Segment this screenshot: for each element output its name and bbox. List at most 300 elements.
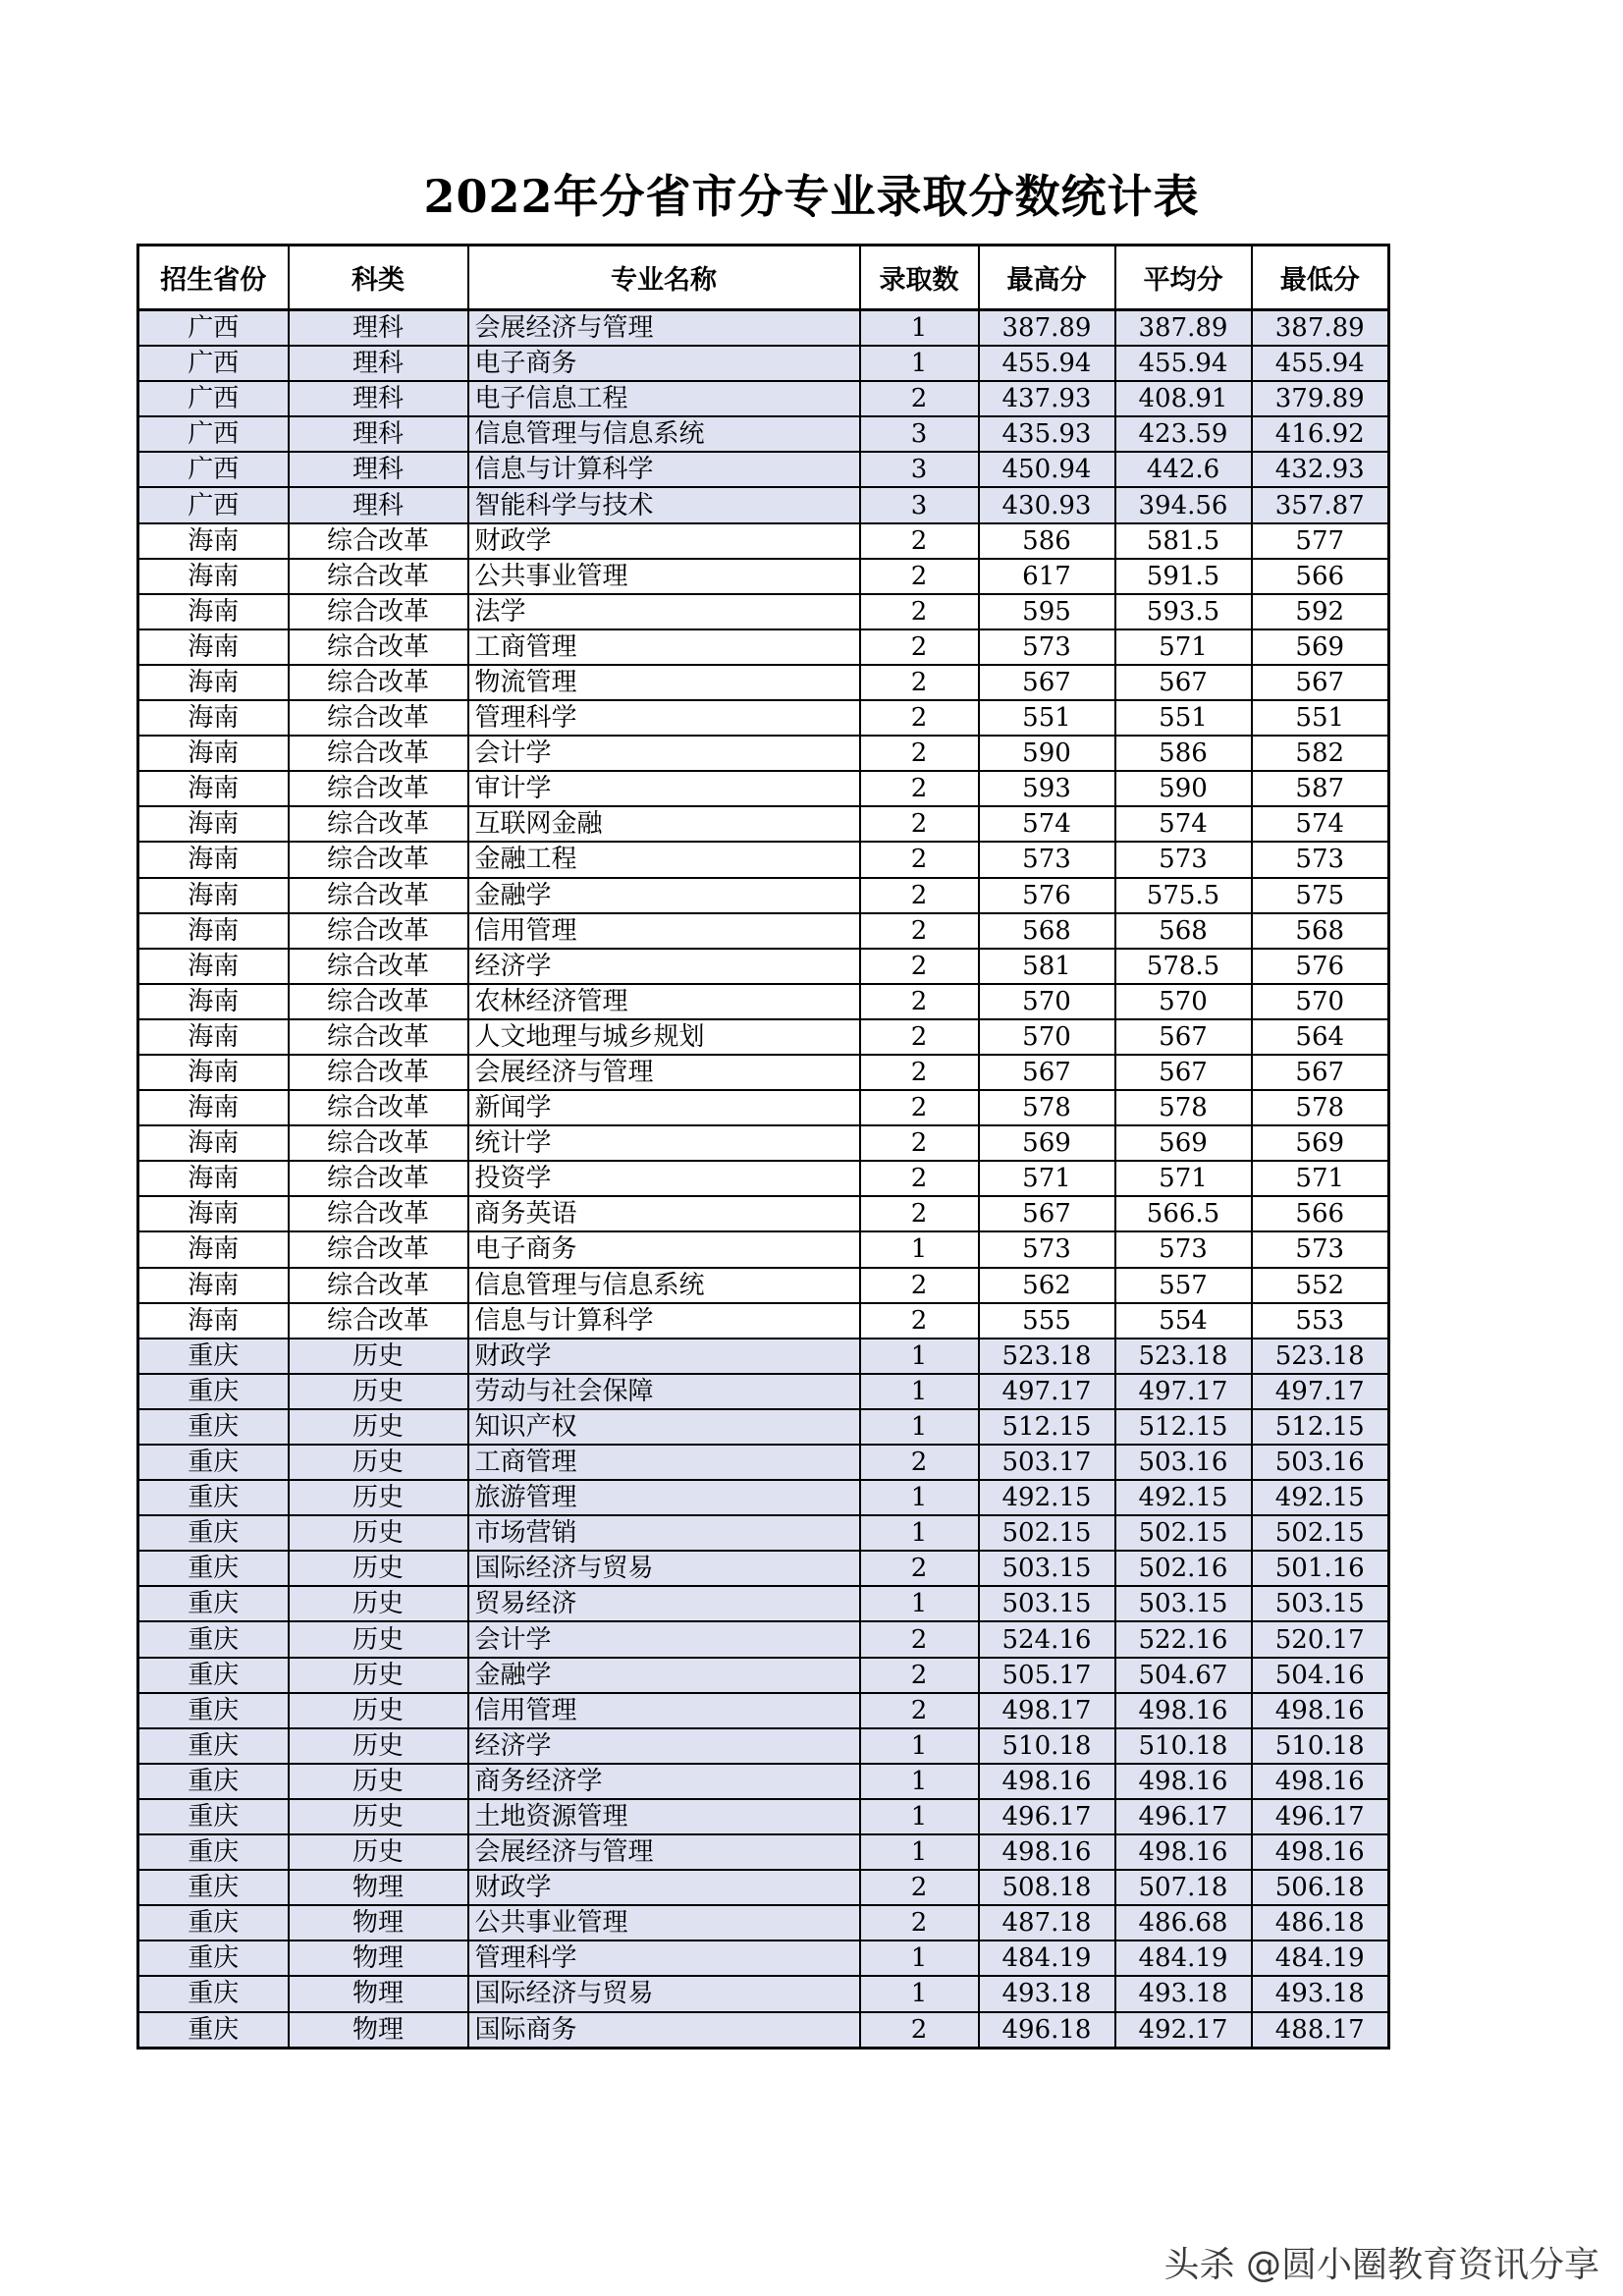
category-cell: 历史 [289, 1586, 468, 1621]
major-cell: 农林经济管理 [468, 984, 860, 1019]
table-row [138, 1870, 1389, 1905]
max-score-cell: 450.94 [979, 452, 1115, 487]
category-cell: 理科 [289, 487, 468, 522]
category-cell: 历史 [289, 1409, 468, 1445]
category-cell: 综合改革 [289, 1090, 468, 1125]
admitted-cell: 1 [860, 1976, 979, 2011]
min-score-cell: 578 [1252, 1090, 1389, 1125]
table-row [138, 913, 1389, 949]
table-row [138, 1268, 1389, 1303]
province-cell: 海南 [138, 949, 289, 984]
admitted-cell: 2 [860, 1445, 979, 1480]
major-cell: 金融学 [468, 1658, 860, 1693]
category-cell: 综合改革 [289, 1055, 468, 1090]
category-cell: 历史 [289, 1799, 468, 1834]
category-cell: 物理 [289, 2012, 468, 2049]
max-score-cell: 503.17 [979, 1445, 1115, 1480]
max-score-cell: 568 [979, 913, 1115, 949]
avg-score-cell: 551 [1115, 700, 1252, 736]
province-cell: 海南 [138, 736, 289, 771]
min-score-cell: 492.15 [1252, 1480, 1389, 1515]
category-cell: 理科 [289, 381, 468, 416]
admitted-cell: 3 [860, 487, 979, 522]
min-score-cell: 432.93 [1252, 452, 1389, 487]
province-cell: 广西 [138, 310, 289, 347]
admitted-cell: 2 [860, 2012, 979, 2049]
min-score-cell: 455.94 [1252, 346, 1389, 381]
min-score-cell: 573 [1252, 1231, 1389, 1267]
major-cell: 信用管理 [468, 1693, 860, 1728]
max-score-cell: 573 [979, 842, 1115, 877]
admitted-cell: 2 [860, 842, 979, 877]
province-cell: 海南 [138, 1231, 289, 1267]
max-score-cell: 498.16 [979, 1834, 1115, 1870]
admitted-cell: 1 [860, 1231, 979, 1267]
admitted-cell: 2 [860, 1268, 979, 1303]
min-score-cell: 379.89 [1252, 381, 1389, 416]
max-score-cell: 573 [979, 629, 1115, 665]
major-cell: 信息管理与信息系统 [468, 416, 860, 452]
major-cell: 信息与计算科学 [468, 1303, 860, 1339]
min-score-cell: 564 [1252, 1019, 1389, 1055]
admitted-cell: 2 [860, 771, 979, 806]
major-cell: 经济学 [468, 1728, 860, 1764]
table-row [138, 1764, 1389, 1799]
max-score-cell: 524.16 [979, 1621, 1115, 1657]
avg-score-cell: 590 [1115, 771, 1252, 806]
min-score-cell: 502.15 [1252, 1515, 1389, 1551]
major-cell: 工商管理 [468, 1445, 860, 1480]
major-cell: 土地资源管理 [468, 1799, 860, 1834]
header-admitted: 录取数 [860, 246, 979, 310]
major-cell: 统计学 [468, 1125, 860, 1161]
table-header-row [138, 246, 1389, 310]
max-score-cell: 567 [979, 1055, 1115, 1090]
min-score-cell: 571 [1252, 1161, 1389, 1196]
admitted-cell: 1 [860, 1339, 979, 1374]
max-score-cell: 512.15 [979, 1409, 1115, 1445]
major-cell: 信息管理与信息系统 [468, 1268, 860, 1303]
province-cell: 广西 [138, 381, 289, 416]
max-score-cell: 492.15 [979, 1480, 1115, 1515]
avg-score-cell: 492.15 [1115, 1480, 1252, 1515]
max-score-cell: 503.15 [979, 1586, 1115, 1621]
province-cell: 重庆 [138, 1976, 289, 2011]
max-score-cell: 502.15 [979, 1515, 1115, 1551]
max-score-cell: 573 [979, 1231, 1115, 1267]
max-score-cell: 523.18 [979, 1339, 1115, 1374]
avg-score-cell: 502.15 [1115, 1515, 1252, 1551]
avg-score-cell: 567 [1115, 1055, 1252, 1090]
province-cell: 海南 [138, 878, 289, 913]
province-cell: 海南 [138, 1055, 289, 1090]
category-cell: 历史 [289, 1764, 468, 1799]
province-cell: 重庆 [138, 2012, 289, 2049]
avg-score-cell: 486.68 [1115, 1905, 1252, 1941]
min-score-cell: 496.17 [1252, 1799, 1389, 1834]
avg-score-cell: 512.15 [1115, 1409, 1252, 1445]
table-row [138, 1586, 1389, 1621]
min-score-cell: 523.18 [1252, 1339, 1389, 1374]
admitted-cell: 1 [860, 1480, 979, 1515]
major-cell: 财政学 [468, 1870, 860, 1905]
min-score-cell: 416.92 [1252, 416, 1389, 452]
min-score-cell: 592 [1252, 594, 1389, 629]
category-cell: 历史 [289, 1728, 468, 1764]
max-score-cell: 487.18 [979, 1905, 1115, 1941]
table-row [138, 1090, 1389, 1125]
max-score-cell: 498.16 [979, 1764, 1115, 1799]
table-row [138, 842, 1389, 877]
max-score-cell: 571 [979, 1161, 1115, 1196]
max-score-cell: 595 [979, 594, 1115, 629]
avg-score-cell: 498.16 [1115, 1764, 1252, 1799]
province-cell: 海南 [138, 1196, 289, 1231]
category-cell: 综合改革 [289, 594, 468, 629]
min-score-cell: 506.18 [1252, 1870, 1389, 1905]
score-table [136, 244, 1390, 2050]
avg-score-cell: 484.19 [1115, 1941, 1252, 1976]
header-max-score: 最高分 [979, 246, 1115, 310]
table-row [138, 1055, 1389, 1090]
admitted-cell: 2 [860, 1090, 979, 1125]
table-row [138, 1339, 1389, 1374]
min-score-cell: 510.18 [1252, 1728, 1389, 1764]
major-cell: 物流管理 [468, 665, 860, 700]
min-score-cell: 553 [1252, 1303, 1389, 1339]
major-cell: 电子商务 [468, 346, 860, 381]
max-score-cell: 437.93 [979, 381, 1115, 416]
avg-score-cell: 574 [1115, 806, 1252, 842]
major-cell: 会展经济与管理 [468, 1055, 860, 1090]
table-row [138, 1551, 1389, 1586]
min-score-cell: 520.17 [1252, 1621, 1389, 1657]
province-cell: 重庆 [138, 1374, 289, 1409]
province-cell: 海南 [138, 629, 289, 665]
category-cell: 物理 [289, 1976, 468, 2011]
table-row [138, 806, 1389, 842]
province-cell: 重庆 [138, 1693, 289, 1728]
table-row [138, 1303, 1389, 1339]
min-score-cell: 501.16 [1252, 1551, 1389, 1586]
major-cell: 商务英语 [468, 1196, 860, 1231]
province-cell: 海南 [138, 806, 289, 842]
province-cell: 重庆 [138, 1905, 289, 1941]
avg-score-cell: 570 [1115, 984, 1252, 1019]
major-cell: 国际经济与贸易 [468, 1976, 860, 2011]
table-row [138, 1799, 1389, 1834]
major-cell: 商务经济学 [468, 1764, 860, 1799]
table-row [138, 1905, 1389, 1941]
table-row [138, 984, 1389, 1019]
avg-score-cell: 408.91 [1115, 381, 1252, 416]
category-cell: 综合改革 [289, 806, 468, 842]
table-row [138, 1231, 1389, 1267]
category-cell: 综合改革 [289, 700, 468, 736]
category-cell: 历史 [289, 1834, 468, 1870]
min-score-cell: 569 [1252, 1125, 1389, 1161]
major-cell: 财政学 [468, 1339, 860, 1374]
admitted-cell: 1 [860, 1941, 979, 1976]
max-score-cell: 593 [979, 771, 1115, 806]
max-score-cell: 570 [979, 1019, 1115, 1055]
avg-score-cell: 502.16 [1115, 1551, 1252, 1586]
table-row [138, 771, 1389, 806]
avg-score-cell: 568 [1115, 913, 1252, 949]
category-cell: 历史 [289, 1374, 468, 1409]
category-cell: 综合改革 [289, 559, 468, 594]
major-cell: 工商管理 [468, 629, 860, 665]
major-cell: 互联网金融 [468, 806, 860, 842]
table-row [138, 416, 1389, 452]
major-cell: 金融工程 [468, 842, 860, 877]
avg-score-cell: 571 [1115, 1161, 1252, 1196]
category-cell: 物理 [289, 1941, 468, 1976]
max-score-cell: 578 [979, 1090, 1115, 1125]
category-cell: 综合改革 [289, 913, 468, 949]
table-row [138, 665, 1389, 700]
major-cell: 电子商务 [468, 1231, 860, 1267]
category-cell: 综合改革 [289, 771, 468, 806]
admitted-cell: 1 [860, 1374, 979, 1409]
category-cell: 历史 [289, 1658, 468, 1693]
category-cell: 历史 [289, 1515, 468, 1551]
major-cell: 法学 [468, 594, 860, 629]
table-row [138, 594, 1389, 629]
min-score-cell: 504.16 [1252, 1658, 1389, 1693]
min-score-cell: 570 [1252, 984, 1389, 1019]
table-row [138, 2012, 1389, 2049]
min-score-cell: 512.15 [1252, 1409, 1389, 1445]
province-cell: 重庆 [138, 1339, 289, 1374]
major-cell: 投资学 [468, 1161, 860, 1196]
major-cell: 财政学 [468, 523, 860, 559]
table-row [138, 878, 1389, 913]
avg-score-cell: 387.89 [1115, 310, 1252, 347]
min-score-cell: 486.18 [1252, 1905, 1389, 1941]
major-cell: 信息与计算科学 [468, 452, 860, 487]
category-cell: 综合改革 [289, 949, 468, 984]
avg-score-cell: 523.18 [1115, 1339, 1252, 1374]
admitted-cell: 2 [860, 1905, 979, 1941]
avg-score-cell: 492.17 [1115, 2012, 1252, 2049]
min-score-cell: 568 [1252, 913, 1389, 949]
max-score-cell: 496.17 [979, 1799, 1115, 1834]
admitted-cell: 2 [860, 523, 979, 559]
admitted-cell: 2 [860, 381, 979, 416]
table-row [138, 1480, 1389, 1515]
avg-score-cell: 557 [1115, 1268, 1252, 1303]
table-row [138, 1976, 1389, 2011]
min-score-cell: 587 [1252, 771, 1389, 806]
province-cell: 重庆 [138, 1409, 289, 1445]
category-cell: 理科 [289, 452, 468, 487]
max-score-cell: 510.18 [979, 1728, 1115, 1764]
admitted-cell: 2 [860, 1019, 979, 1055]
table-row [138, 1445, 1389, 1480]
province-cell: 海南 [138, 771, 289, 806]
admitted-cell: 1 [860, 1799, 979, 1834]
min-score-cell: 577 [1252, 523, 1389, 559]
avg-score-cell: 442.6 [1115, 452, 1252, 487]
min-score-cell: 484.19 [1252, 1941, 1389, 1976]
category-cell: 历史 [289, 1693, 468, 1728]
max-score-cell: 503.15 [979, 1551, 1115, 1586]
admitted-cell: 2 [860, 1621, 979, 1657]
admitted-cell: 2 [860, 629, 979, 665]
admitted-cell: 2 [860, 1161, 979, 1196]
province-cell: 海南 [138, 1019, 289, 1055]
min-score-cell: 574 [1252, 806, 1389, 842]
category-cell: 综合改革 [289, 523, 468, 559]
header-major: 专业名称 [468, 246, 860, 310]
table-row [138, 1161, 1389, 1196]
province-cell: 重庆 [138, 1870, 289, 1905]
table-row [138, 1019, 1389, 1055]
category-cell: 综合改革 [289, 1019, 468, 1055]
province-cell: 重庆 [138, 1941, 289, 1976]
category-cell: 综合改革 [289, 842, 468, 877]
province-cell: 海南 [138, 1161, 289, 1196]
avg-score-cell: 496.17 [1115, 1799, 1252, 1834]
table-row [138, 1196, 1389, 1231]
category-cell: 综合改革 [289, 984, 468, 1019]
min-score-cell: 569 [1252, 629, 1389, 665]
avg-score-cell: 586 [1115, 736, 1252, 771]
admitted-cell: 2 [860, 913, 979, 949]
max-score-cell: 493.18 [979, 1976, 1115, 2011]
min-score-cell: 498.16 [1252, 1693, 1389, 1728]
table-row [138, 736, 1389, 771]
province-cell: 海南 [138, 913, 289, 949]
major-cell: 会计学 [468, 736, 860, 771]
major-cell: 审计学 [468, 771, 860, 806]
avg-score-cell: 503.15 [1115, 1586, 1252, 1621]
min-score-cell: 551 [1252, 700, 1389, 736]
avg-score-cell: 581.5 [1115, 523, 1252, 559]
category-cell: 综合改革 [289, 629, 468, 665]
category-cell: 综合改革 [289, 736, 468, 771]
category-cell: 物理 [289, 1870, 468, 1905]
admitted-cell: 2 [860, 1551, 979, 1586]
table-row [138, 1834, 1389, 1870]
avg-score-cell: 503.16 [1115, 1445, 1252, 1480]
province-cell: 海南 [138, 1125, 289, 1161]
table-row [138, 1515, 1389, 1551]
avg-score-cell: 593.5 [1115, 594, 1252, 629]
avg-score-cell: 569 [1115, 1125, 1252, 1161]
max-score-cell: 498.17 [979, 1693, 1115, 1728]
max-score-cell: 590 [979, 736, 1115, 771]
category-cell: 综合改革 [289, 1161, 468, 1196]
major-cell: 电子信息工程 [468, 381, 860, 416]
min-score-cell: 573 [1252, 842, 1389, 877]
avg-score-cell: 510.18 [1115, 1728, 1252, 1764]
admitted-cell: 3 [860, 416, 979, 452]
province-cell: 重庆 [138, 1515, 289, 1551]
province-cell: 海南 [138, 700, 289, 736]
max-score-cell: 505.17 [979, 1658, 1115, 1693]
avg-score-cell: 455.94 [1115, 346, 1252, 381]
province-cell: 重庆 [138, 1658, 289, 1693]
major-cell: 经济学 [468, 949, 860, 984]
avg-score-cell: 493.18 [1115, 1976, 1252, 2011]
min-score-cell: 493.18 [1252, 1976, 1389, 2011]
avg-score-cell: 567 [1115, 665, 1252, 700]
province-cell: 广西 [138, 416, 289, 452]
min-score-cell: 567 [1252, 1055, 1389, 1090]
major-cell: 管理科学 [468, 700, 860, 736]
avg-score-cell: 498.16 [1115, 1834, 1252, 1870]
admitted-cell: 1 [860, 1764, 979, 1799]
major-cell: 市场营销 [468, 1515, 860, 1551]
table-row [138, 949, 1389, 984]
major-cell: 信用管理 [468, 913, 860, 949]
table-row [138, 1658, 1389, 1693]
province-cell: 海南 [138, 842, 289, 877]
avg-score-cell: 394.56 [1115, 487, 1252, 522]
max-score-cell: 574 [979, 806, 1115, 842]
province-cell: 海南 [138, 523, 289, 559]
avg-score-cell: 578 [1115, 1090, 1252, 1125]
category-cell: 综合改革 [289, 1231, 468, 1267]
admitted-cell: 2 [860, 1303, 979, 1339]
major-cell: 旅游管理 [468, 1480, 860, 1515]
admitted-cell: 2 [860, 806, 979, 842]
avg-score-cell: 498.16 [1115, 1693, 1252, 1728]
category-cell: 理科 [289, 416, 468, 452]
category-cell: 历史 [289, 1339, 468, 1374]
admitted-cell: 1 [860, 1515, 979, 1551]
admitted-cell: 2 [860, 736, 979, 771]
avg-score-cell: 566.5 [1115, 1196, 1252, 1231]
table-row [138, 559, 1389, 594]
category-cell: 综合改革 [289, 878, 468, 913]
admitted-cell: 2 [860, 1196, 979, 1231]
province-cell: 海南 [138, 1090, 289, 1125]
min-score-cell: 497.17 [1252, 1374, 1389, 1409]
page-title: 2022年分省市分专业录取分数统计表 [423, 170, 1200, 223]
avg-score-cell: 573 [1115, 842, 1252, 877]
max-score-cell: 435.93 [979, 416, 1115, 452]
province-cell: 重庆 [138, 1480, 289, 1515]
admitted-cell: 2 [860, 559, 979, 594]
table-row [138, 1374, 1389, 1409]
max-score-cell: 581 [979, 949, 1115, 984]
province-cell: 重庆 [138, 1728, 289, 1764]
max-score-cell: 586 [979, 523, 1115, 559]
category-cell: 历史 [289, 1445, 468, 1480]
province-cell: 海南 [138, 984, 289, 1019]
min-score-cell: 576 [1252, 949, 1389, 984]
admitted-cell: 3 [860, 452, 979, 487]
category-cell: 历史 [289, 1551, 468, 1586]
major-cell: 公共事业管理 [468, 559, 860, 594]
admitted-cell: 2 [860, 1055, 979, 1090]
table-row [138, 381, 1389, 416]
max-score-cell: 484.19 [979, 1941, 1115, 1976]
avg-score-cell: 497.17 [1115, 1374, 1252, 1409]
major-cell: 会展经济与管理 [468, 1834, 860, 1870]
avg-score-cell: 571 [1115, 629, 1252, 665]
max-score-cell: 387.89 [979, 310, 1115, 347]
admitted-cell: 1 [860, 1834, 979, 1870]
major-cell: 人文地理与城乡规划 [468, 1019, 860, 1055]
major-cell: 国际商务 [468, 2012, 860, 2049]
table-row [138, 629, 1389, 665]
province-cell: 重庆 [138, 1799, 289, 1834]
major-cell: 金融学 [468, 878, 860, 913]
